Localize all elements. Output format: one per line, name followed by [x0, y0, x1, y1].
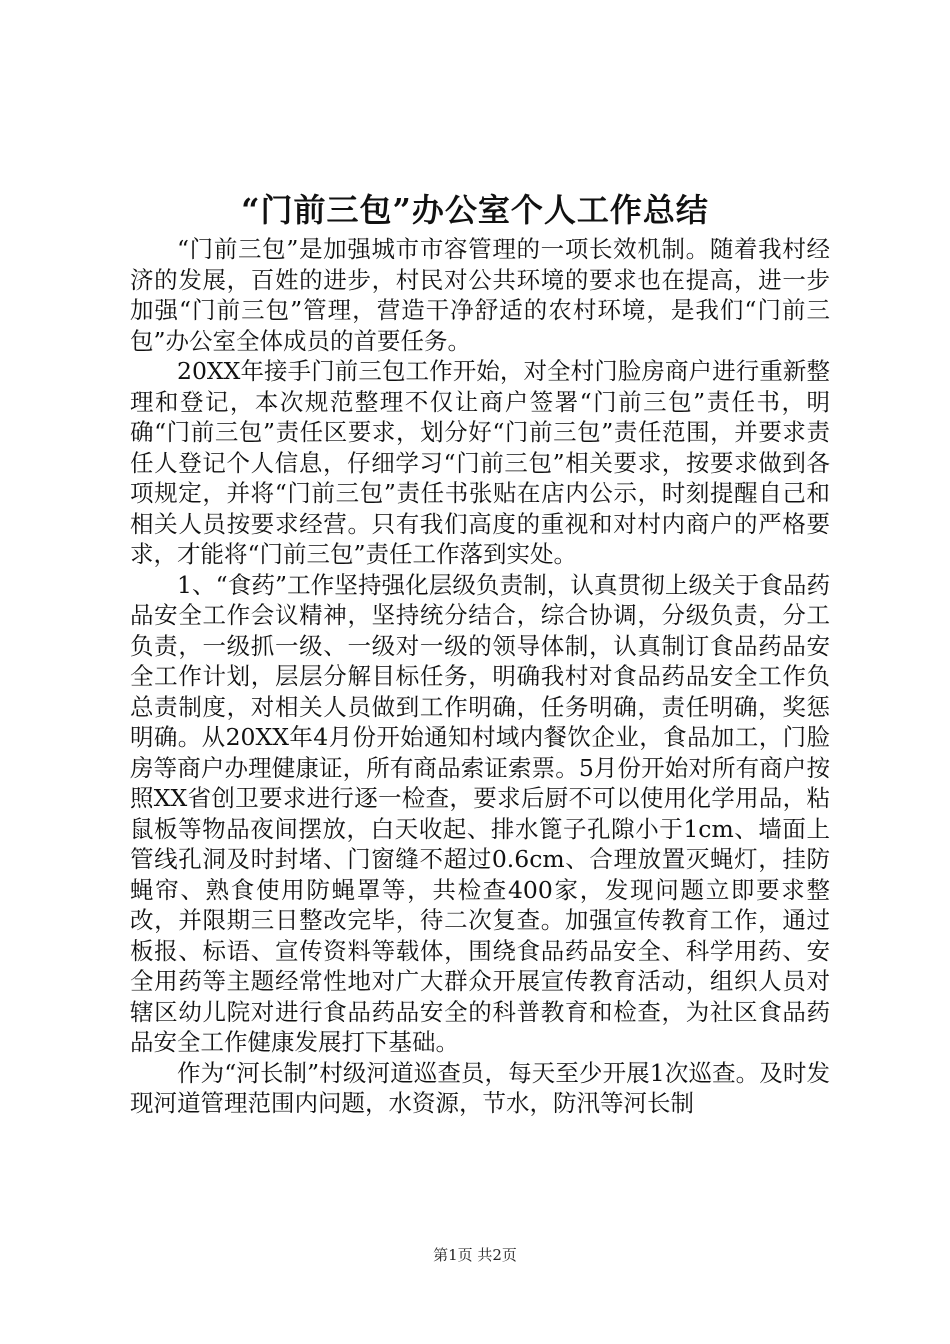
- document-title: “门前三包”办公室个人工作总结: [241, 191, 709, 229]
- paragraph-river-chief: 作为“河长制”村级河道巡查员，每天至少开展1次巡查。及时发现河道管理范围内问题，水资源，节水，防汛等河长制: [130, 1058, 830, 1117]
- paragraph-intro: “门前三包”是加强城市市容管理的一项长效机制。随着我村经济的发展，百姓的进步，村民对公共环境的要求也在提高，进一步加强“门前三包”管理，营造干净舒适的农村环境，是我们“门前三包”办公室全体成员的首要任务。: [130, 235, 830, 355]
- paragraph-food-drug: 1、“食药”工作坚持强化层级负责制，认真贯彻上级关于食品药品安全工作会议精神，坚持统分结合，综合协调，分级负责，分工负责，一级抓一级、一级对一级的领导体制，认真制订食品药品安全工作计划，层层分解目标任务，明确我村对食品药品安全工作负总责制度，对相关人员做到工作明确，任务明确，责任明确，奖惩明确。从20XX年4月份开始通知村域内餐饮企业，食品加工，门脸房等商户办理健康证，所有商品索证索票。5月份开始对所有商户按照XX省创卫要求进行逐一检查，要求后厨不可以使用化学用品，粘鼠板等物品夜间摆放，白天收起、排水篦子孔隙小于1cm、墙面上管线孔洞及时封堵、门窗缝不超过0.6cm、合理放置灭蝇灯，挂防蝇帘、熟食使用防蝇罩等，共检查400家，发现问题立即要求整改，并限期三日整改完毕，待二次复查。加强宣传教育工作，通过板报、标语、宣传资料等载体，围绕食品药品安全、科学用药、安全用药等主题经常性地对广大群众开展宣传教育活动，组织人员对辖区幼儿院对进行食品药品安全的科普教育和检查，为社区食品药品安全工作健康发展打下基础。: [130, 570, 830, 1056]
- paragraph-registration: 20XX年接手门前三包工作开始，对全村门脸房商户进行重新整理和登记，本次规范整理不仅让商户签署“门前三包”责任书，明确“门前三包”责任区要求，划分好“门前三包”责任范围，并要求责任人登记个人信息，仔细学习“门前三包”相关要求，按要求做到各项规定，并将“门前三包”责任书张贴在店内公示，时刻提醒自己和相关人员按要求经营。只有我们高度的重视和对村内商户的严格要求，才能将“门前三包”责任工作落到实处。: [130, 357, 830, 568]
- document-body: [130, 234, 830, 1119]
- page-number-footer: 第1页 共2页: [433, 1246, 517, 1264]
